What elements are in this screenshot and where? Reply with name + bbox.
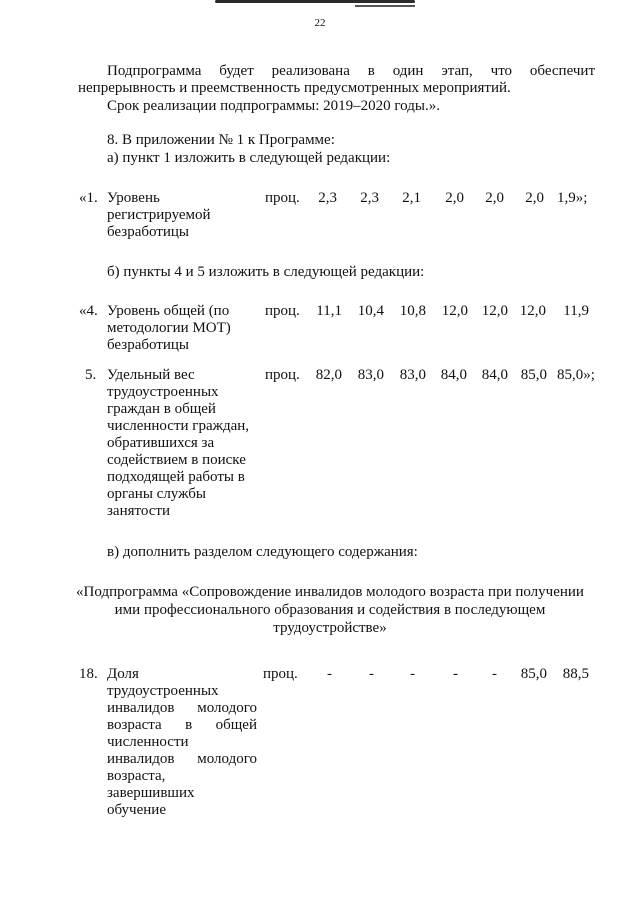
row-value: 1,9»; <box>557 190 588 206</box>
row-value: 85,0»; <box>557 367 595 383</box>
row-label-line: Удельный вес <box>107 367 195 383</box>
row-value: - <box>453 666 458 682</box>
section-8-heading: 8. В приложении № 1 к Программе: <box>107 132 335 148</box>
row-label-line: Уровень общей (по <box>107 303 230 319</box>
subprogram-title-line: «Подпрограмма «Сопровождение инвалидов молодого возраста при получении <box>76 584 584 600</box>
row-label-line: численности <box>107 734 189 750</box>
row-value: 2,1 <box>402 190 421 206</box>
row-value: 83,0 <box>399 367 426 383</box>
row-value: 10,4 <box>357 303 384 319</box>
row-unit: проц. <box>265 303 300 319</box>
row-label-line: подходящей работы в <box>107 469 245 485</box>
top-edge-mark-small <box>355 5 415 7</box>
row-value: 11,9 <box>563 303 589 319</box>
section-8-item-b: б) пункты 4 и 5 изложить в следующей редакции: <box>107 264 425 280</box>
row-value: - <box>410 666 415 682</box>
row-value: - <box>327 666 332 682</box>
row-number: «4. <box>79 303 98 319</box>
row-label-line: обратившихся за <box>107 435 215 451</box>
row-value: 88,5 <box>562 666 589 682</box>
row-number: 18. <box>79 666 98 682</box>
section-8-item-a: а) пункт 1 изложить в следующей редакции: <box>107 150 391 166</box>
row-number: «1. <box>79 190 98 206</box>
intro-line-3: Срок реализации подпрограммы: 2019–2020 годы.». <box>107 98 440 114</box>
subprogram-title-line: ими профессионального образования и содействия в последующем <box>114 602 546 618</box>
row-label <box>107 367 257 520</box>
row-value: 10,8 <box>399 303 426 319</box>
row-value: 12,0 <box>519 303 546 319</box>
row-value: 12,0 <box>441 303 468 319</box>
top-edge-mark <box>215 0 415 3</box>
row-value: 85,0 <box>520 367 547 383</box>
row-label-line: трудоустроенных <box>107 384 219 400</box>
row-value: 2,0 <box>525 190 544 206</box>
row-value: 83,0 <box>357 367 384 383</box>
row-label-line: органы службы <box>107 486 206 502</box>
row-value: 2,3 <box>360 190 379 206</box>
row-label-line: регистрируемой <box>107 207 211 223</box>
row-value: - <box>369 666 374 682</box>
row-label-line: граждан в общей <box>107 401 216 417</box>
row-label-line: численности граждан, <box>107 418 250 434</box>
section-8-item-c: в) дополнить разделом следующего содержания: <box>107 544 418 560</box>
row-label-line: инвалидов молодого <box>107 700 257 716</box>
row-value: 2,3 <box>318 190 337 206</box>
intro-line-1: Подпрограмма будет реализована в один этап, что обеспечит <box>107 63 595 79</box>
row-value: 84,0 <box>481 367 508 383</box>
row-value: 2,0 <box>485 190 504 206</box>
row-label-line: возраста, <box>107 768 166 784</box>
row-label-line: возраста в общей <box>107 717 257 733</box>
row-value: 82,0 <box>315 367 342 383</box>
row-number: 5. <box>85 367 97 383</box>
row-label-line: Уровень <box>107 190 160 206</box>
page-number: 22 <box>314 17 326 29</box>
row-unit: проц. <box>263 666 298 682</box>
row-unit: проц. <box>265 190 300 206</box>
row-label-line: содействием в поиске <box>107 452 246 468</box>
row-label-line: завершивших <box>107 785 195 801</box>
row-label-line: обучение <box>107 802 166 818</box>
row-label <box>107 190 252 241</box>
row-label <box>107 303 257 354</box>
row-value: - <box>492 666 497 682</box>
row-value: 11,1 <box>316 303 342 319</box>
row-value: 85,0 <box>520 666 547 682</box>
row-label-line: безработицы <box>107 337 189 353</box>
row-value: 12,0 <box>481 303 508 319</box>
row-value: 84,0 <box>440 367 467 383</box>
row-label <box>107 666 257 819</box>
row-label-line: безработицы <box>107 224 189 240</box>
row-label-line: Доля <box>107 666 139 682</box>
row-label-line: трудоустроенных <box>107 683 219 699</box>
row-label-line: занятости <box>107 503 170 519</box>
row-label-line: методологии МОТ) <box>107 320 231 336</box>
row-unit: проц. <box>265 367 300 383</box>
row-label-line: инвалидов молодого <box>107 751 257 767</box>
intro-line-2: непрерывность и преемственность предусмотренных мероприятий. <box>78 80 511 96</box>
row-value: 2,0 <box>445 190 464 206</box>
subprogram-title-line: трудоустройстве» <box>273 620 387 636</box>
